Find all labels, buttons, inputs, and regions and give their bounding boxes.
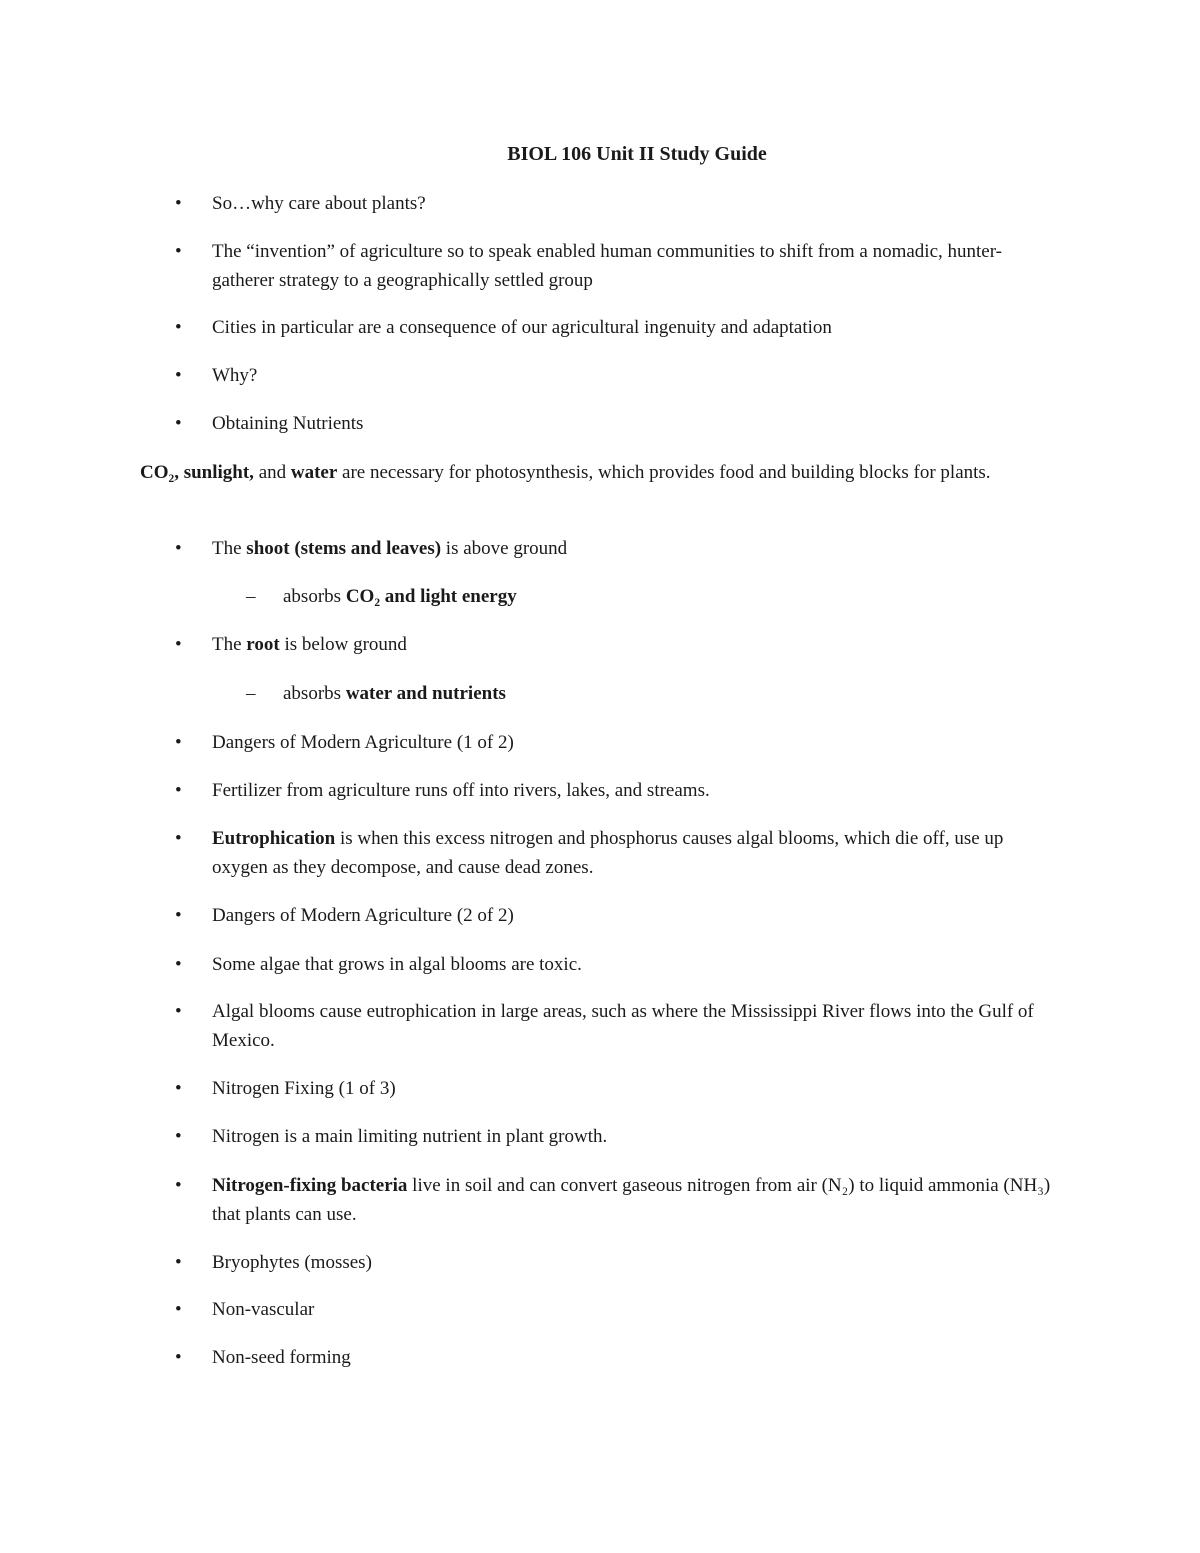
sub-item-shoot: – absorbs CO₂ and light energy bbox=[246, 583, 1046, 612]
list-item: • Some algae that grows in algal blooms are toxic. bbox=[175, 951, 1055, 980]
list-item: • Non-seed forming bbox=[175, 1344, 1055, 1373]
list-item: • Algal blooms cause eutrophication in large areas, such as where the Mississippi River flows into the Gulf of Mexico. bbox=[175, 998, 1055, 1055]
bullet-icon: • bbox=[175, 193, 182, 214]
document-title: BIOL 106 Unit II Study Guide bbox=[507, 143, 767, 165]
list-item: • Fertilizer from agriculture runs off into rivers, lakes, and streams. bbox=[175, 777, 1055, 806]
bullet-icon: • bbox=[175, 780, 182, 801]
list-item: • Cities in particular are a consequence of our agricultural ingenuity and adaptation bbox=[175, 314, 1055, 343]
bullet-icon: • bbox=[175, 905, 182, 926]
list-item-shoot: • The shoot (stems and leaves) is above ground bbox=[175, 535, 1055, 564]
list-item: • Why? bbox=[175, 362, 1055, 391]
bullet-icon: • bbox=[175, 413, 182, 434]
bullet-icon: • bbox=[175, 634, 182, 655]
bullet-icon: • bbox=[175, 1299, 182, 1320]
list-item: • Non-vascular bbox=[175, 1296, 1055, 1325]
bullet-icon: • bbox=[175, 241, 182, 262]
bullet-icon: • bbox=[175, 365, 182, 386]
list-item: • Dangers of Modern Agriculture (2 of 2) bbox=[175, 902, 1055, 931]
dash-icon: – bbox=[246, 683, 256, 704]
bullet-icon: • bbox=[175, 1001, 182, 1022]
list-item: • Nitrogen is a main limiting nutrient in plant growth. bbox=[175, 1123, 1055, 1152]
bullet-icon: • bbox=[175, 828, 182, 849]
bullet-icon: • bbox=[175, 1126, 182, 1147]
bullet-icon: • bbox=[175, 954, 182, 975]
dash-icon: – bbox=[246, 586, 256, 607]
list-item-nitrogen-fixing: • Nitrogen-fixing bacteria live in soil and can convert gaseous nitrogen from air (N₂) to liquid ammonia (NH₃) that plants can use. bbox=[175, 1172, 1055, 1229]
list-item: • Dangers of Modern Agriculture (1 of 2) bbox=[175, 729, 1055, 758]
photosynthesis-paragraph: CO₂, sunlight, and water are necessary for photosynthesis, which provides food and building blocks for plants. bbox=[140, 462, 991, 483]
bullet-icon: • bbox=[175, 1347, 182, 1368]
bullet-icon: • bbox=[175, 1078, 182, 1099]
list-item: • Bryophytes (mosses) bbox=[175, 1249, 1055, 1278]
list-item: • Obtaining Nutrients bbox=[175, 410, 1055, 439]
bullet-icon: • bbox=[175, 1175, 182, 1196]
sub-item-root: – absorbs water and nutrients bbox=[246, 680, 1046, 709]
bullet-icon: • bbox=[175, 317, 182, 338]
list-item-eutrophication: • Eutrophication is when this excess nitrogen and phosphorus causes algal blooms, which die off, use up oxygen as they decompose, and cause dead zones. bbox=[175, 825, 1055, 882]
list-item: • The “invention” of agriculture so to speak enabled human communities to shift from a nomadic, hunter-gatherer strategy to a geographically settled group bbox=[175, 238, 1055, 295]
bullet-icon: • bbox=[175, 732, 182, 753]
list-item-root: • The root is below ground bbox=[175, 631, 1055, 660]
list-item: • So…why care about plants? bbox=[175, 190, 1055, 219]
bullet-icon: • bbox=[175, 538, 182, 559]
bullet-icon: • bbox=[175, 1252, 182, 1273]
list-item: • Nitrogen Fixing (1 of 3) bbox=[175, 1075, 1055, 1104]
